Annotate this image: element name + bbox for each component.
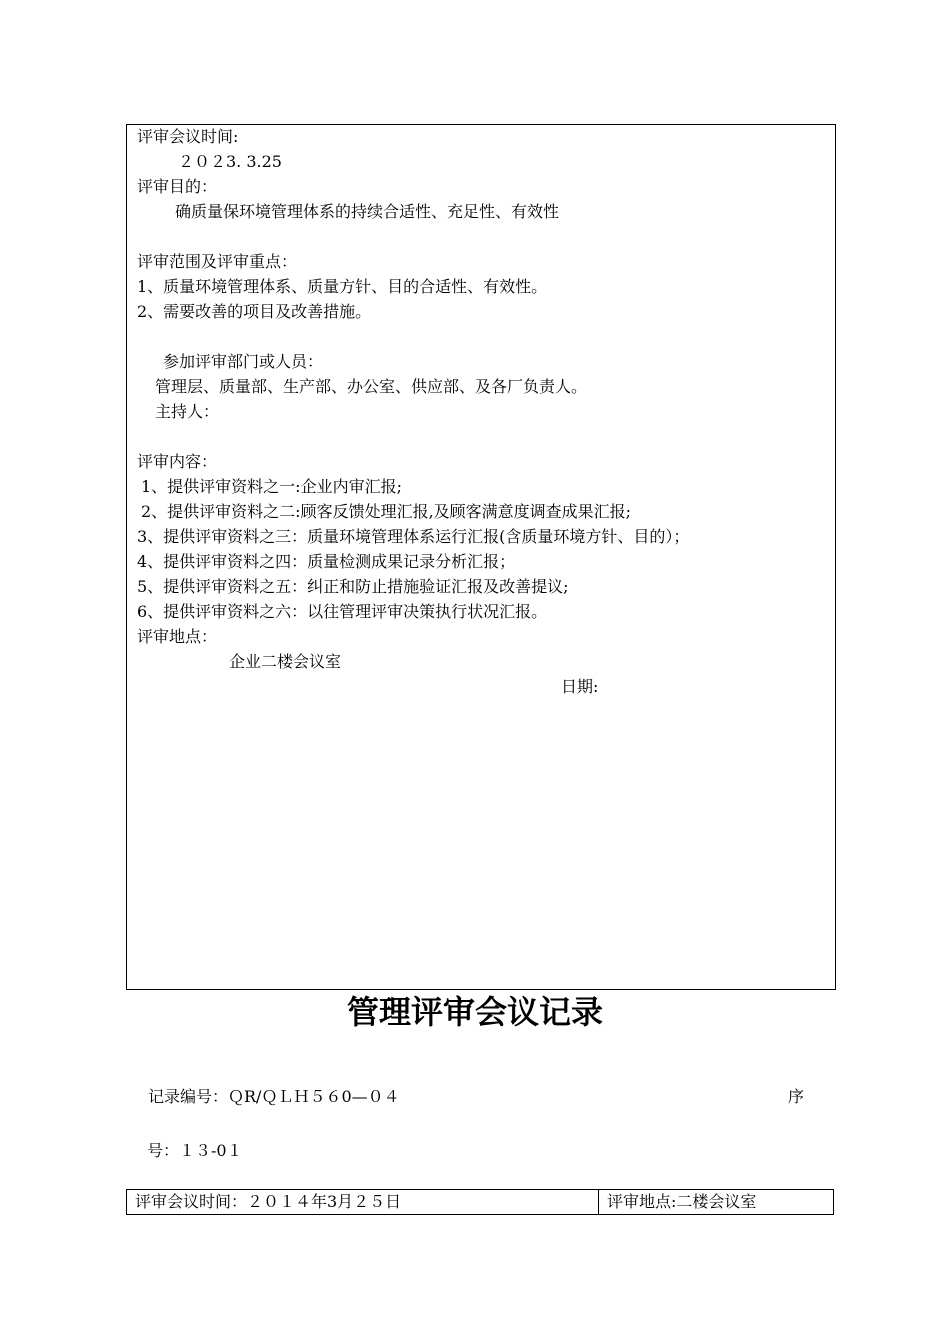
- content-item-3: 3、提供评审资料之三：质量环境管理体系运行汇报(含质量环境方针、目的）；: [137, 527, 690, 546]
- purpose-label: 评审目的：: [137, 177, 218, 196]
- meeting-time-label: 评审会议时间:: [137, 127, 239, 146]
- content-label: 评审内容：: [137, 452, 218, 471]
- location-value: 企业二楼会议室: [229, 652, 342, 671]
- purpose-text: 确质量保环境管理体系的持续合适性、充足性、有效性: [175, 202, 560, 221]
- content-item-4: 4、提供评审资料之四：质量检测成果记录分析汇报；: [137, 552, 516, 571]
- page-title: 管理评审会议记录: [346, 993, 603, 1031]
- location-label: 评审地点：: [137, 627, 218, 646]
- content-item-2: 2、提供评审资料之二:顾客反馈处理汇报,及顾客满意度调查成果汇报;: [141, 502, 632, 521]
- record-number: 记录编号：ＱR/ＱＬＨ５６0—０４: [148, 1087, 400, 1106]
- meeting-time-value: ２０２3. 3.25: [178, 152, 282, 171]
- content-item-6: 6、提供评审资料之六：以往管理评审决策执行状况汇报。: [137, 602, 548, 621]
- content-item-5: 5、提供评审资料之五：纠正和防止措施验证汇报及改善提议;: [137, 577, 569, 596]
- scope-item-2: 2、需要改善的项目及改善措施。: [137, 302, 372, 321]
- participants-label: 参加评审部门或人员：: [163, 352, 324, 371]
- host-label: 主持人：: [155, 402, 220, 421]
- table-row: [127, 1190, 834, 1215]
- scope-label: 评审范围及评审重点：: [137, 252, 298, 271]
- content-item-1: 1、提供评审资料之一:企业内审汇报;: [141, 477, 402, 496]
- meeting-time-cell: 评审会议时间：２０１４年3月２５日: [127, 1190, 599, 1215]
- meeting-info-table: [126, 1189, 834, 1215]
- date-label: 日期:: [561, 677, 599, 696]
- sequence-number: 号：１３-0１: [147, 1141, 243, 1160]
- meeting-place-cell: 评审地点:二楼会议室: [599, 1190, 834, 1215]
- scope-item-1: 1、质量环境管理体系、质量方针、目的合适性、有效性。: [137, 277, 548, 296]
- sequence-label: 序: [788, 1087, 805, 1106]
- participants-text: 管理层、质量部、生产部、办公室、供应部、及各厂负责人。: [155, 377, 588, 396]
